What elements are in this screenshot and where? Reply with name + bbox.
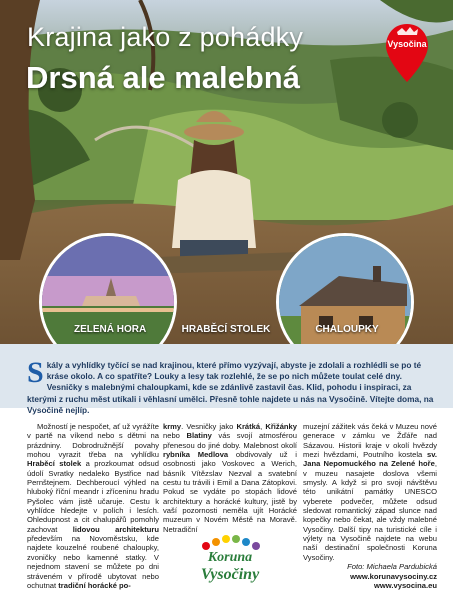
church-illustration [42,236,177,358]
article-column-3 [303,422,437,590]
circle-photo-zelena-hora [39,233,177,358]
vysocina-logo[interactable] [384,22,430,84]
highlight-zelena-hora: sv. Jana Nepomuckého na Zelené hoře [303,450,437,469]
text-run: nebo [163,431,187,441]
map-pin-icon [384,22,430,84]
highlight-kratka: Krátká [236,422,261,431]
koruna-vysociny-logo [190,532,270,594]
cottage-illustration [279,236,414,358]
article-column-2 [163,422,297,534]
text-run: především na Novoměstsku, kde najdete kouzelné roubené chaloupky, zvoničky nebo kamenné statky. V nejednom stavení se můžete po dni stráveném v přírodě ubytovat nebo ochutnat [27,534,159,590]
circle-label-hrabeci-stolek: HRABĚCÍ STOLEK [181,324,271,335]
text-run: vás svojí atmosférou přenesou do jiné doby. Malebnost okolí [163,431,297,450]
crown-dots-icon [190,532,270,552]
intro-text: kály a vyhlídky tyčící se nad krajinou, které přímo vyzývají, abyste je zdolali a rozhlédli se po té kráse okolo. A co spatříte? Louky a lesy tak rozlehlé, že se po nich můžete toulat celé dny. Vesničky s malebnými chaloupkami, kde se zdánlivě zastavil čas. Klid, pohodu i inspiraci, za kterými z ruchu měst utíkali i věhlasní umělci. Přesně tohle najdete u nás na Vysočině. Vítejte doma, na Vysočině nejlíp. [27,360,434,415]
highlight-blatiny: Blatiny [186,431,212,441]
circle-label-zelena-hora: ZELENÁ HORA [74,324,147,335]
circle-photo-chaloupky [276,233,414,358]
text-run: . Vesničky jako [181,422,237,431]
link-vysocina[interactable]: www.vysocina.eu [373,580,437,590]
circle-label-chaloupky: CHALOUPKY [315,324,379,335]
photo-credit: Foto: Michaela Pardubická [347,562,437,572]
intro-box [0,344,453,415]
text-run: muzejní zážitek vás čeká v Muzeu nové generace v zámku ve Žďáře nad Sázavou. Historii kraje v okolí hvězdy mezi hvězdami, Poutního kostela [303,422,437,460]
vysociny-text: Vysočiny [200,566,260,583]
text-run: Možností je nespočet, ať už vyrážíte v partě na víkend nebo s dětmi na prázdniny. Dobrodružnější povahy mohou vyrazit třeba na vyhlídku [27,422,159,460]
text-run: , v muzeu nasajete doslova všemi smysly. A když si pro svoji návštěvu této unikátní památky UNESCO vyberete podvečer, můžete odsud sledovat romantický západ slunce nad kopečky nebo čekat, ale vždy malebné Vysočiny. Další tipy na turistické cíle i výlety na Vysočině najdete na webu naší destinační společnosti Koruna Vysočiny. [303,459,437,562]
highlight-rybnik-medlov: rybníka Medlova [163,450,229,460]
highlight-hrabeci-stolek: Hraběcí stolek [27,459,82,469]
text-run: , [260,422,266,431]
intro-dropcap: S [27,356,44,389]
article-column-1 [27,422,159,590]
koruna-text: Koruna [207,550,253,565]
link-korunavysociny[interactable]: www.korunavysociny.cz [350,571,437,581]
title-line1: Krajina jako z pohádky [27,22,304,52]
highlight-horacke-pokrmy: tradiční horácké po- [58,580,131,590]
highlight-lidova-architektura: lidovou architekturu [72,524,159,534]
highlight-pokrmy: krmy [163,422,182,431]
title-line2: Drsná ale malebná [26,60,300,95]
text-run: obdivovaly už i osobnosti jako Voskovec a Werich, básník Vítězslav Nezval a svatební cestu tu trávili i Emil a Dana Zátopkovi. Pokud se vydáte po stopách lidové architektury a horácké kultury, jistě by vaší pozornosti neměla ujít Horácké muzeum v Novém Městě na Moravě. Netradiční [163,450,297,534]
text-run: a prozkoumat odsud údolí Svratky nedaleko Bystřice nad Pernštejnem. Dechberoucí výhled na hluboký říční meandr i zříceninu hradu Pyšolec vám jistě učaruje. Cestu k vyhlídce hledejte v polích i lesích. Ohledupnost a cit chalupářů pomohly zachovat [27,459,160,534]
highlight-krizanky: Křižánky [265,422,297,431]
logo-text: Vysočina [387,39,427,49]
